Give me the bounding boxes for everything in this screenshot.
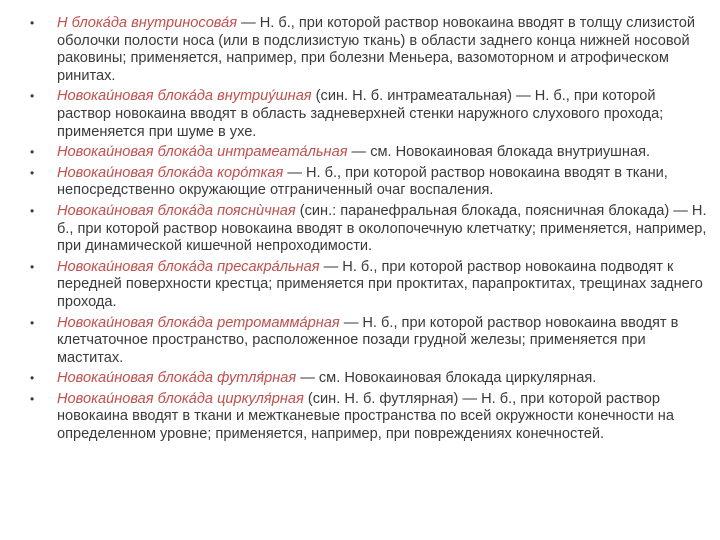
- entry-term: Новокаи́новая блока́да коро́ткая: [57, 164, 284, 181]
- entry-term: Новокаи́новая блока́да циркуля́рная: [57, 390, 304, 407]
- bullet-icon: •: [30, 145, 35, 160]
- entry-term: Новокаи́новая блока́да внутриу́шная: [57, 88, 312, 105]
- entry-term: Новокаи́новая блока́да интрамеата́льная: [57, 144, 348, 161]
- list-item: [30, 88, 710, 141]
- entry-definition: — Н. б., при которой раствор новокаина вводят в толщу слизистой оболочки полости носа (или в подслизистую ткань) в области заднего конца нижней носовой раковины; применяется, например, при болезни Меньера, вазомоторном и атрофическом ринитах.: [57, 15, 696, 84]
- list-item: [30, 15, 710, 85]
- list-item: [30, 370, 710, 388]
- bullet-icon: •: [30, 89, 35, 104]
- entry-definition: — Н. б., при которой раствор новокаина подводят к передней поверхности крестца; применяется при проктитах, парапроктитах, трещинах заднего прохода.: [57, 258, 703, 310]
- entry-term: Новокаи́новая блока́да пресакра́льная: [57, 258, 320, 275]
- entry-definition: (син.: паранефральная блокада, поясничная блокада) — Н. б., при которой раствор новокаина вводят в околопочечную клетчатку; применяется, например, при динамической кишечной непроходимости.: [57, 202, 707, 255]
- bullet-icon: •: [30, 16, 35, 30]
- bullet-icon: •: [30, 371, 35, 386]
- entry-definition: (син. Н. б. интрамеатальная) — Н. б., при которой раствор новокаина вводят в область задневерхней стенки наружного слухового прохода; применяется при шуме в ухе.: [57, 88, 664, 140]
- list-item: [30, 315, 710, 368]
- list-item: [30, 144, 710, 162]
- list-item: [30, 165, 710, 200]
- entry-list: [30, 15, 710, 447]
- bullet-icon: •: [30, 259, 35, 274]
- bullet-icon: •: [30, 165, 35, 180]
- entry-definition: — Н. б., при которой раствор новокаина вводят в клетчаточное пространство, расположенное позади грудной железы; применяется при маститах.: [57, 314, 679, 366]
- bullet-icon: •: [30, 203, 35, 218]
- list-item: [30, 391, 710, 444]
- entry-term: Новокаи́новая блока́да футля́рная: [57, 370, 297, 387]
- entry-definition: — см. Новокаиновая блокада циркулярная.: [296, 370, 597, 387]
- entry-definition: (син. Н. б. футлярная) — Н. б., при которой раствор новокаина вводят в ткани и межтканевые пространства по всей окружности конечности на определенном уровне; применяется, например, при повреждениях конечностей.: [57, 390, 674, 443]
- bullet-icon: •: [30, 391, 35, 406]
- entry-term: Новокаи́новая блока́да пояснѝчная: [57, 202, 296, 219]
- bullet-icon: •: [30, 315, 35, 330]
- entry-definition: — см. Новокаиновая блокада внутриушная.: [347, 144, 651, 161]
- list-item: [30, 259, 710, 312]
- entry-term: Новокаи́новая блока́да ретромамма́рная: [57, 314, 340, 331]
- entry-term: Н блока́да внутриносова́я: [57, 15, 238, 31]
- entry-definition: — Н. б., при которой раствор новокаина вводят в ткани, непосредственно окружающие отграниченный очаг воспаления.: [57, 164, 668, 199]
- list-item: [30, 203, 710, 256]
